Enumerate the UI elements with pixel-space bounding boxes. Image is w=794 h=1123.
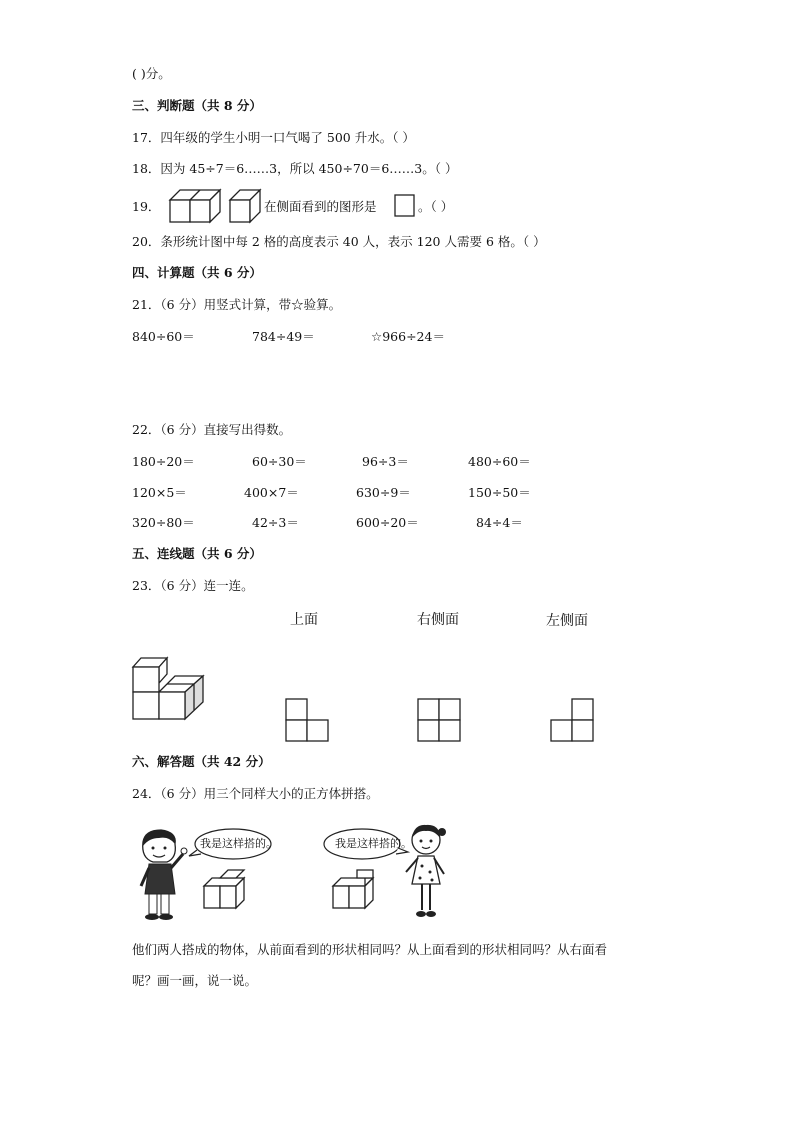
oral-calc-item: 150÷50＝: [468, 485, 531, 500]
oral-calc-item: 400×7＝: [244, 485, 299, 500]
speech-text-girl: 我是这样搭的。: [335, 837, 412, 850]
view-label-top: 上面: [290, 612, 318, 628]
calc-item: 784÷49＝: [252, 329, 315, 344]
question-18: 18．因为 45÷7＝6……3，所以 450÷70＝6……3。（ ）: [132, 161, 458, 176]
question-19-end: 。（ ）: [418, 199, 454, 214]
view-shape-c: [550, 698, 596, 744]
question-20: 20．条形统计图中每 2 格的高度表示 40 人，表示 120 人需要 6 格。（ ）: [132, 234, 546, 249]
question-24-text: 他们两人搭成的物体，从前面看到的形状相同吗？从上面看到的形状相同吗？从右面看: [132, 942, 608, 957]
question-17: 17．四年级的学生小明一口气喝了 500 升水。（ ）: [132, 130, 415, 145]
question-24: 24．（6 分）用三个同样大小的正方体拼搭。: [132, 786, 379, 801]
calc-item: ☆966÷24＝: [371, 329, 445, 344]
view-shape-b: [417, 698, 463, 744]
oral-calc-item: 120×5＝: [132, 485, 187, 500]
oral-calc-item: 180÷20＝: [132, 454, 195, 469]
square-view-figure: [394, 194, 416, 218]
section-heading-matching: 五、连线题（共 6 分）: [132, 546, 262, 561]
speech-text-boy: 我是这样搭的。: [200, 837, 277, 850]
question-19-number: 19．: [132, 199, 161, 214]
oral-calc-item: 42÷3＝: [252, 515, 299, 530]
oral-calc-item: 96÷3＝: [362, 454, 409, 469]
girl-cube-arrangement: [332, 872, 378, 910]
section-heading-judgement: 三、判断题（共 8 分）: [132, 98, 262, 113]
oral-calc-item: 630÷9＝: [356, 485, 411, 500]
oral-calc-item: 60÷30＝: [252, 454, 307, 469]
oral-calc-item: 600÷20＝: [356, 515, 419, 530]
question-21: 21．（6 分）用竖式计算，带☆验算。: [132, 297, 342, 312]
girl-illustration: [402, 822, 448, 922]
view-shape-a: [285, 698, 331, 744]
view-label-left: 左侧面: [546, 613, 588, 629]
boy-cube-arrangement: [203, 872, 245, 910]
question-23: 23．（6 分）连一连。: [132, 578, 254, 593]
view-label-right: 右侧面: [417, 612, 459, 628]
question-24-text-continued: 呢？画一画，说一说。: [132, 973, 258, 988]
cube-stack-figure: [132, 656, 208, 722]
question-22: 22．（6 分）直接写出得数。: [132, 422, 292, 437]
calc-item: 840÷60＝: [132, 329, 195, 344]
oral-calc-item: 480÷60＝: [468, 454, 531, 469]
cube-row-figure: [168, 188, 264, 224]
question-19-text: 在侧面看到的图形是: [264, 199, 377, 214]
oral-calc-item: 320÷80＝: [132, 515, 195, 530]
oral-calc-item: 84÷4＝: [476, 515, 523, 530]
blank-line: ( )分。: [132, 66, 171, 81]
boy-illustration: [135, 828, 193, 924]
section-heading-calculation: 四、计算题（共 6 分）: [132, 265, 262, 280]
section-heading-solve: 六、解答题（共 42 分）: [132, 754, 271, 769]
